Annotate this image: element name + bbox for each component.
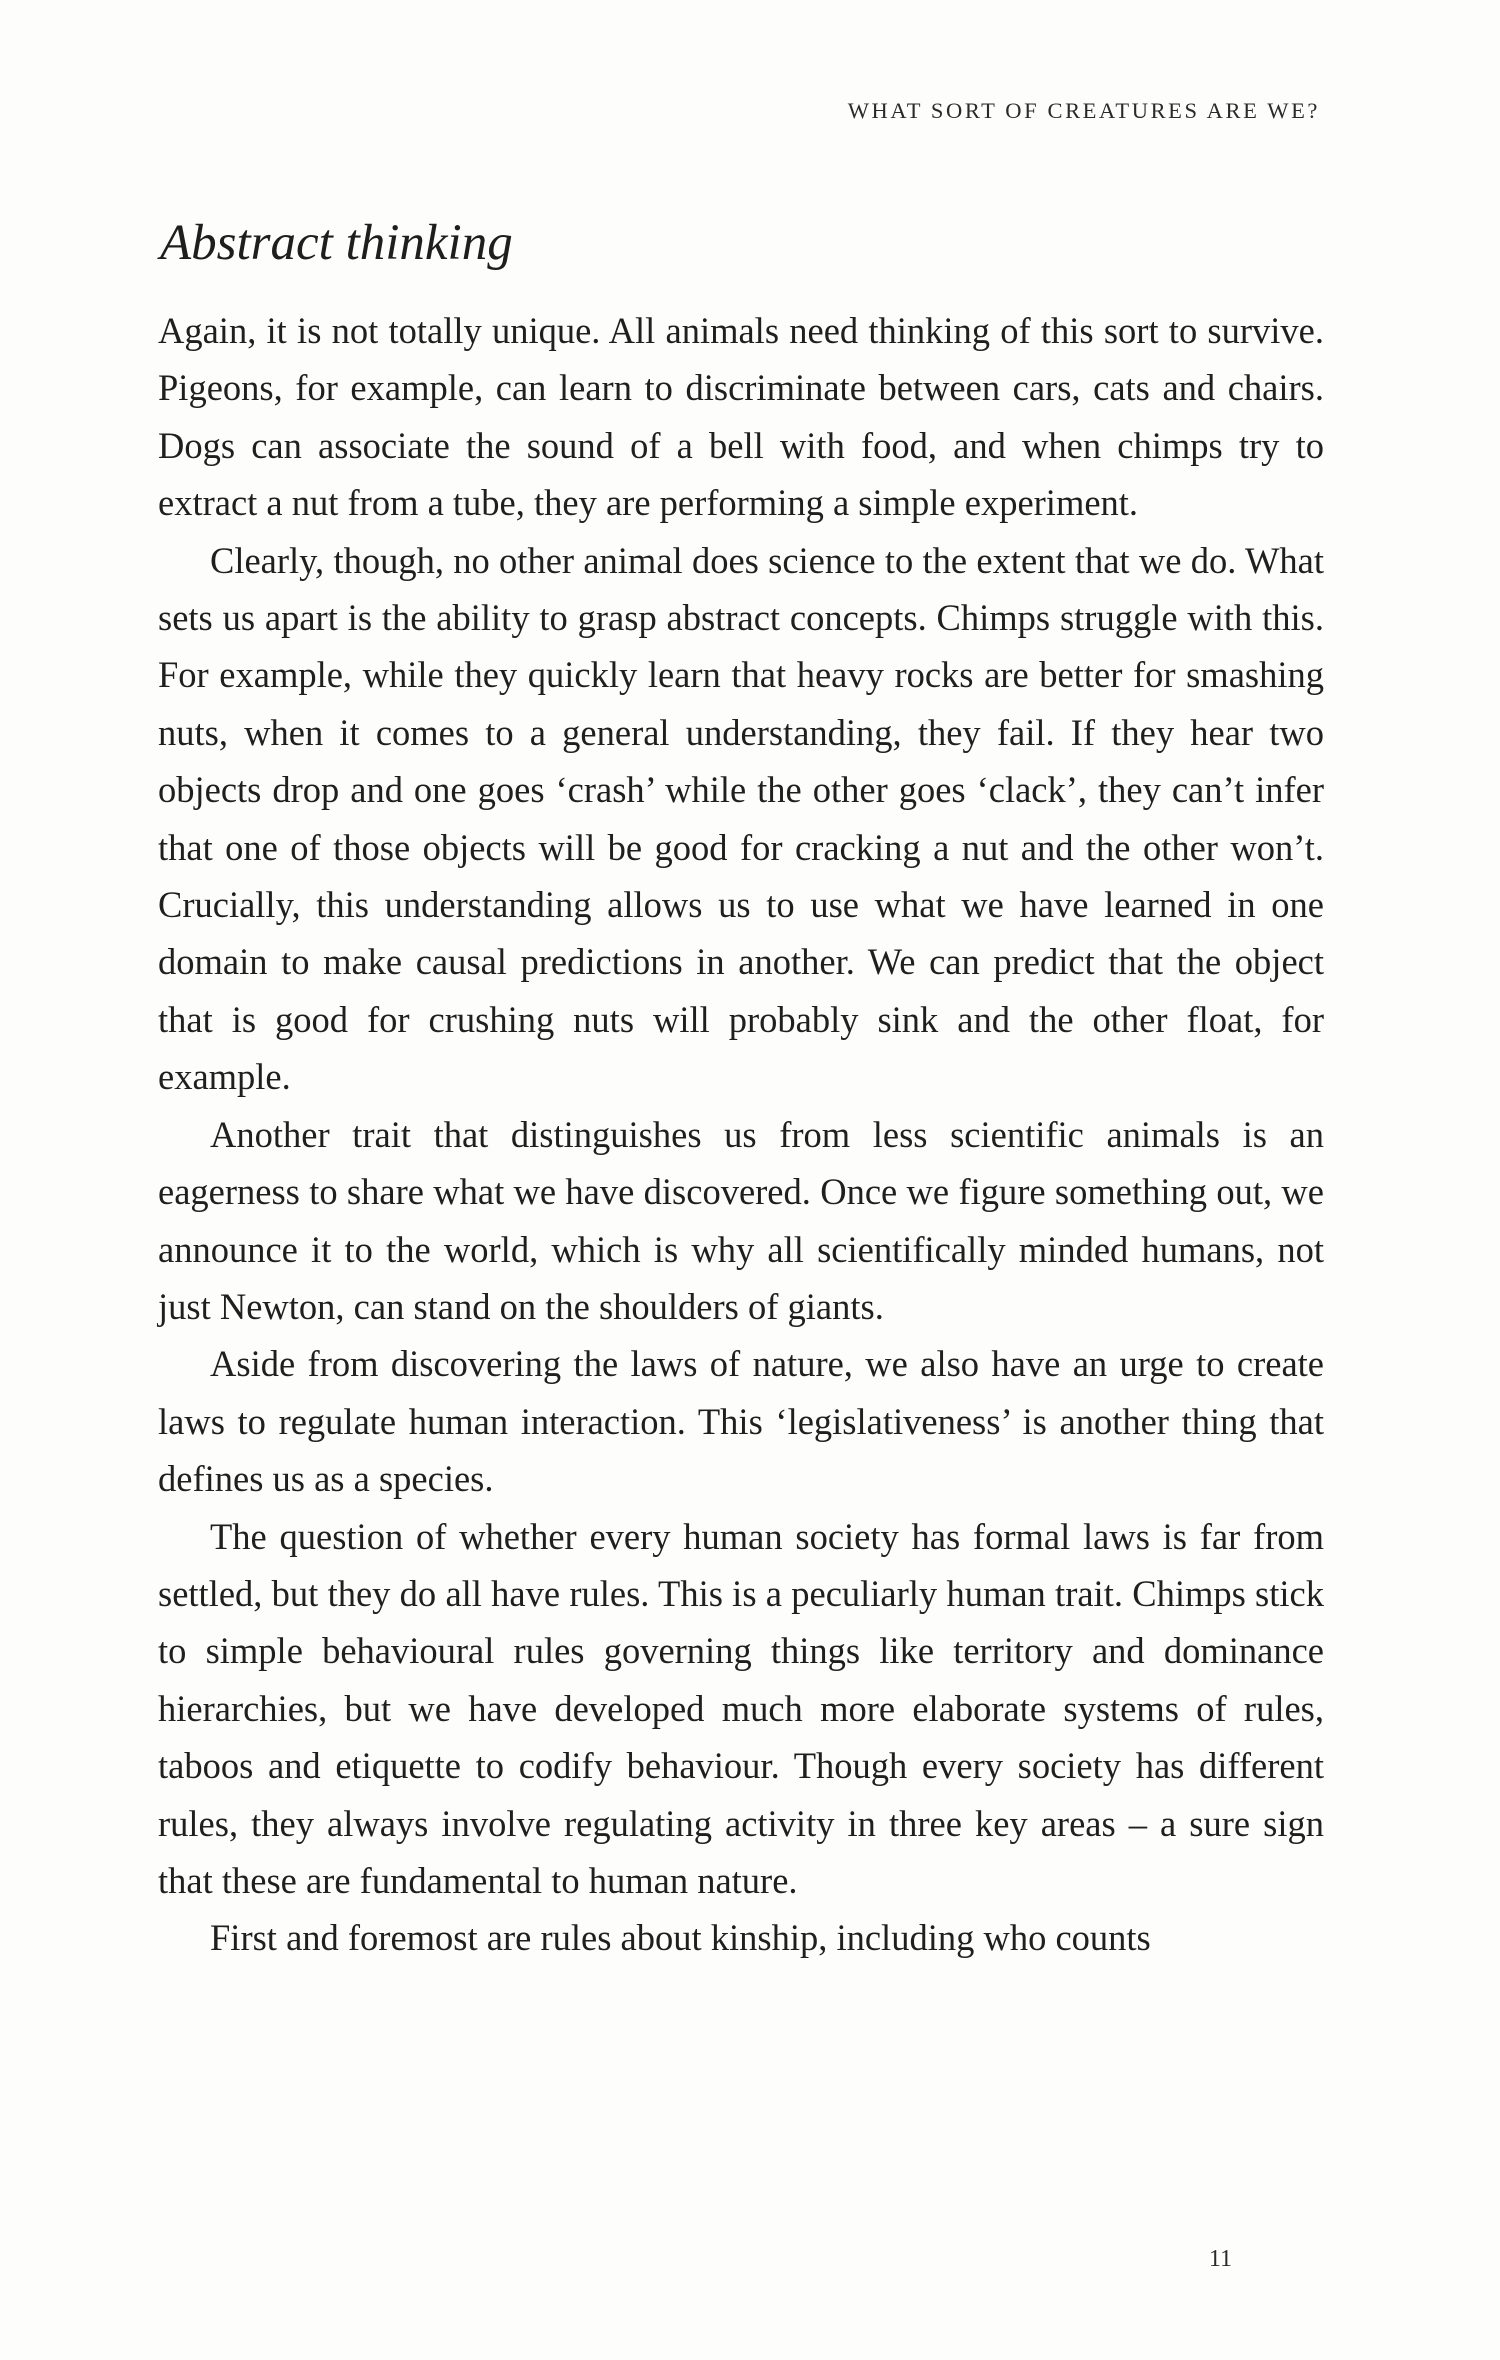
running-head: WHAT SORT OF CREATURES ARE WE? <box>847 98 1320 123</box>
paragraph-5: The question of whether every human society has formal laws is far from settled, but they do all have rules. This is a peculiarly human trait. Chimps stick to simple behavioural rules governing things like territory and dominance hierarchies, but we have developed much more elaborate systems of rules, taboos and etiquette to codify behaviour. Though every society has different rules, they always involve regulating activity in three key areas – a sure sign that these are fundamental to human nature. <box>158 1515 1324 1901</box>
paragraph-4: Aside from discovering the laws of nature, we also have an urge to create laws to regulate human interaction. This ‘legislativeness’ is another thing that defines us as a species. <box>158 1343 1324 1500</box>
paragraph-6: First and foremost are rules about kinship, including who counts <box>210 1917 1151 1959</box>
paragraph-2: Clearly, though, no other animal does science to the extent that we do. What sets us apart is the ability to grasp abstract concepts. Chimps struggle with this. For example, while they quickly learn that heavy rocks are better for smashing nuts, when it comes to a general understanding, they fail. If they hear two objects drop and one goes ‘crash’ while the other goes ‘clack’, they can’t infer that one of those objects will be good for cracking a nut and the other won’t. Crucially, this understanding allows us to use what we have learned in one domain to make causal predictions in another. We can predict that the object that is good for crushing nuts will probably sink and the other float, for example. <box>158 539 1324 1098</box>
body-text <box>158 302 1324 1967</box>
paragraph-1: Again, it is not totally unique. All animals need thinking of this sort to survive. Pigeons, for example, can learn to discriminate between cars, cats and chairs. Dogs can associate the sound of a bell with food, and when chimps try to extract a nut from a tube, they are performing a simple experiment. <box>158 310 1324 524</box>
section-heading: Abstract thinking <box>160 215 513 271</box>
paragraph-3: Another trait that distinguishes us from less scientific animals is an eagerness to share what we have discovered. Once we figure something out, we announce it to the world, which is why all scientifically minded humans, not just Newton, can stand on the shoulders of giants. <box>158 1113 1324 1327</box>
page-number: 11 <box>1208 2246 1232 2272</box>
